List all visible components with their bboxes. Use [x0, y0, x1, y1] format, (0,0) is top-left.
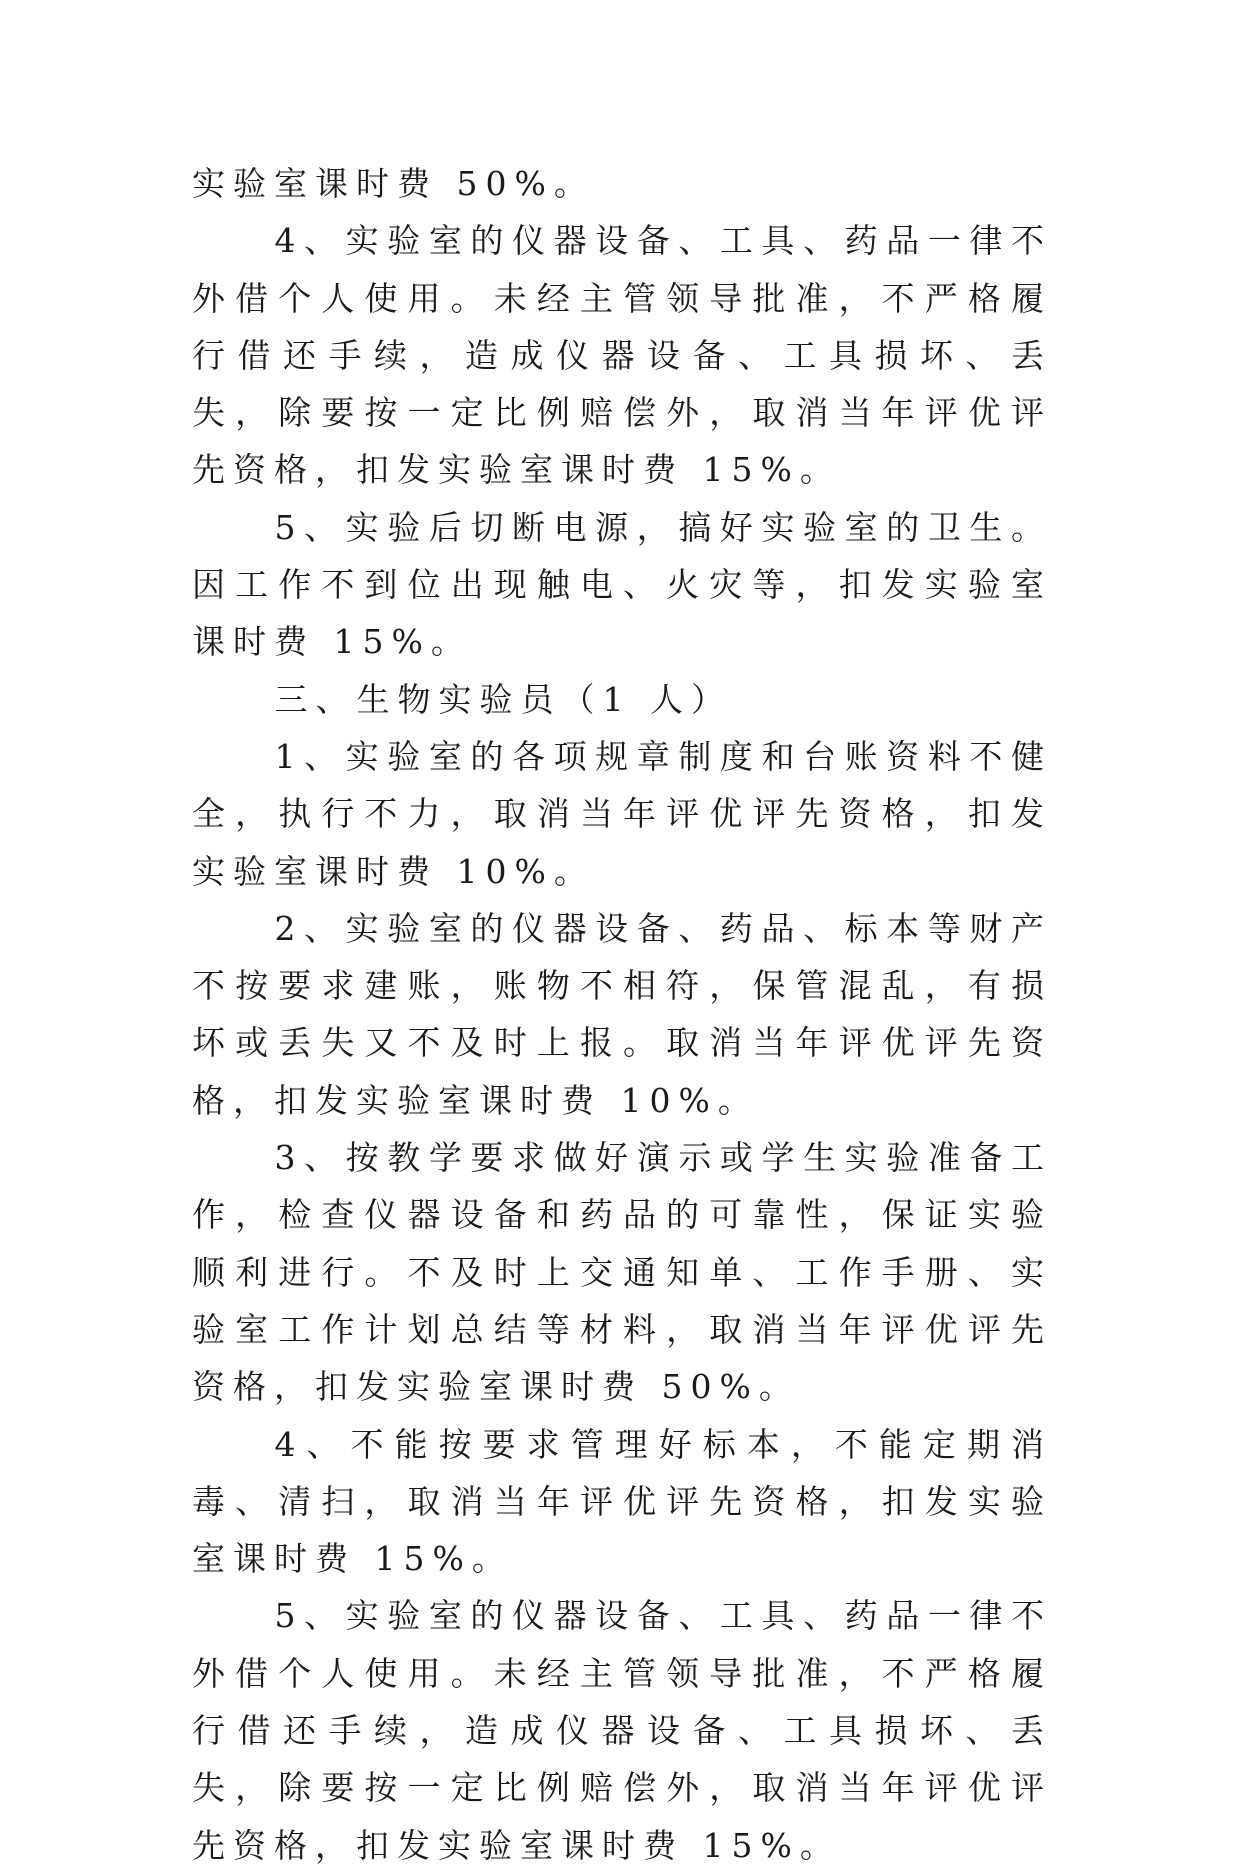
paragraph-item-3-experiment-preparation: 3、按教学要求做好演示或学生实验准备工作，检查仪器设备和药品的可靠性，保证实验顺利进行。不及时上交通知单、工作手册、实验室工作计划总结等材料，取消当年评优评先资格，扣发实验室课时费 50%。: [192, 1138, 1052, 1407]
paragraph-continuation: 实验室课时费 50%。: [192, 164, 595, 203]
paragraph-item-2-property-accounts: 2、实验室的仪器设备、药品、标本等财产不按要求建账，账物不相符，保管混乱，有损坏或丢失又不及时上报。取消当年评优评先资格，扣发实验室课时费 10%。: [192, 908, 1052, 1120]
paragraph-item-1-rules-records: 1、实验室的各项规章制度和台账资料不健全，执行不力，取消当年评优评先资格，扣发实验室课时费 10%。: [192, 736, 1052, 891]
paragraph-item-4-equipment-lending: 4、实验室的仪器设备、工具、药品一律不外借个人使用。未经主管领导批准，不严格履行借还手续，造成仪器设备、工具损坏、丢失，除要按一定比例赔偿外，取消当年评优评先资格，扣发实验室课时费 15%。: [192, 221, 1052, 490]
section-heading-biology-lab-staff: 三、生物实验员（1 人）: [274, 679, 732, 719]
paragraph-item-5-equipment-lending: 5、实验室的仪器设备、工具、药品一律不外借个人使用。未经主管领导批准，不严格履行借还手续，造成仪器设备、工具损坏、丢失，除要按一定比例赔偿外，取消当年评优评先资格，扣发实验室课时费 15%。: [192, 1596, 1052, 1865]
document-body: [192, 155, 1052, 1874]
paragraph-item-5-power-hygiene: 5、实验后切断电源，搞好实验室的卫生。因工作不到位出现触电、火灾等，扣发实验室课时费 15%。: [192, 507, 1052, 662]
paragraph-item-4-specimen-management: 4、不能按要求管理好标本，不能定期消毒、清扫，取消当年评优评先资格，扣发实验室课时费 15%。: [192, 1424, 1052, 1579]
